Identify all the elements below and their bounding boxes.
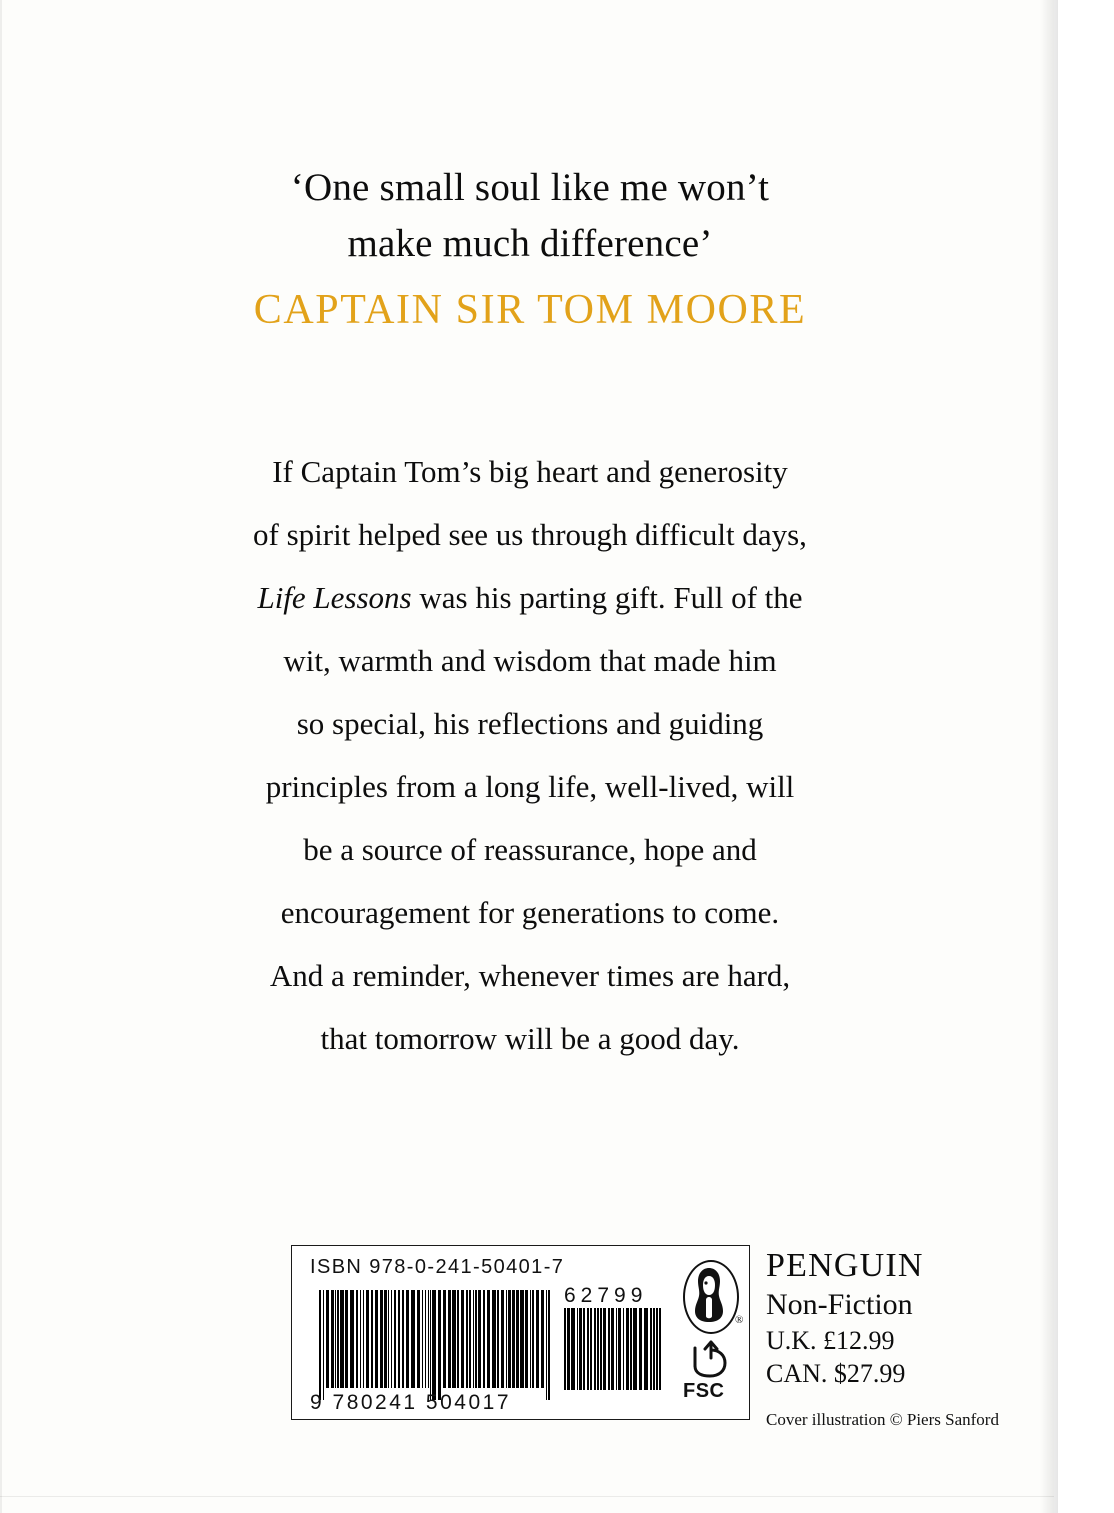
quote-line-1: ‘One small soul like me won’t xyxy=(290,166,770,209)
quote-attribution: CAPTAIN SIR TOM MOORE xyxy=(253,287,807,333)
isbn-label: ISBN 978-0-241-50401-7 xyxy=(310,1256,565,1278)
blurb-line-1: If Captain Tom’s big heart and generosity xyxy=(272,454,788,489)
cover-illustration-credit: Cover illustration © Piers Sanford xyxy=(766,1410,999,1429)
price-uk: U.K. £12.99 xyxy=(766,1326,895,1355)
registered-mark: ® xyxy=(735,1314,744,1326)
quote-line-2: make much difference’ xyxy=(347,222,713,265)
barcode-ean-digits: 9 780241 504017 xyxy=(310,1391,511,1414)
barcode-addon-digits: 62799 xyxy=(564,1284,648,1307)
publisher-block xyxy=(766,1246,1046,1430)
page-outer-margin xyxy=(1058,0,1114,1513)
blurb-line-10: that tomorrow will be a good day. xyxy=(320,1021,740,1056)
pull-quote xyxy=(120,160,940,334)
penguin-fsc-column xyxy=(677,1258,743,1410)
fsc-label: FSC xyxy=(683,1380,725,1402)
scan-edge-bottom xyxy=(0,1496,1054,1497)
page-edge-shadow xyxy=(1040,0,1058,1513)
book-title-italic: Life Lessons xyxy=(257,580,412,615)
fsc-tree-icon xyxy=(689,1336,731,1380)
price-can: CAN. $27.99 xyxy=(766,1359,906,1388)
cover-footer xyxy=(0,1240,1054,1470)
blurb-line-2: of spirit helped see us through difficult days, xyxy=(253,517,807,552)
barcode-addon-5 xyxy=(564,1308,664,1390)
blurb-line-7: be a source of reassurance, hope and xyxy=(303,832,757,867)
blurb-line-4: wit, warmth and wisdom that made him xyxy=(283,643,777,678)
publisher-imprint: Non-Fiction xyxy=(766,1288,913,1321)
publisher-name: PENGUIN xyxy=(766,1247,924,1284)
blurb-line-5: so special, his reflections and guiding xyxy=(296,706,764,741)
penguin-logo-icon xyxy=(683,1260,739,1334)
blurb-line-3 xyxy=(140,566,920,629)
blurb-line-9: And a reminder, whenever times are hard, xyxy=(269,958,791,993)
blurb-line-8: encouragement for generations to come. xyxy=(280,895,780,930)
barcode-block xyxy=(291,1245,750,1420)
blurb-line-3-rest: was his parting gift. Full of the xyxy=(411,580,803,615)
blurb-text xyxy=(140,440,920,1070)
blurb-line-6: principles from a long life, well-lived, will xyxy=(265,769,795,804)
barcode-ean13 xyxy=(319,1290,551,1388)
